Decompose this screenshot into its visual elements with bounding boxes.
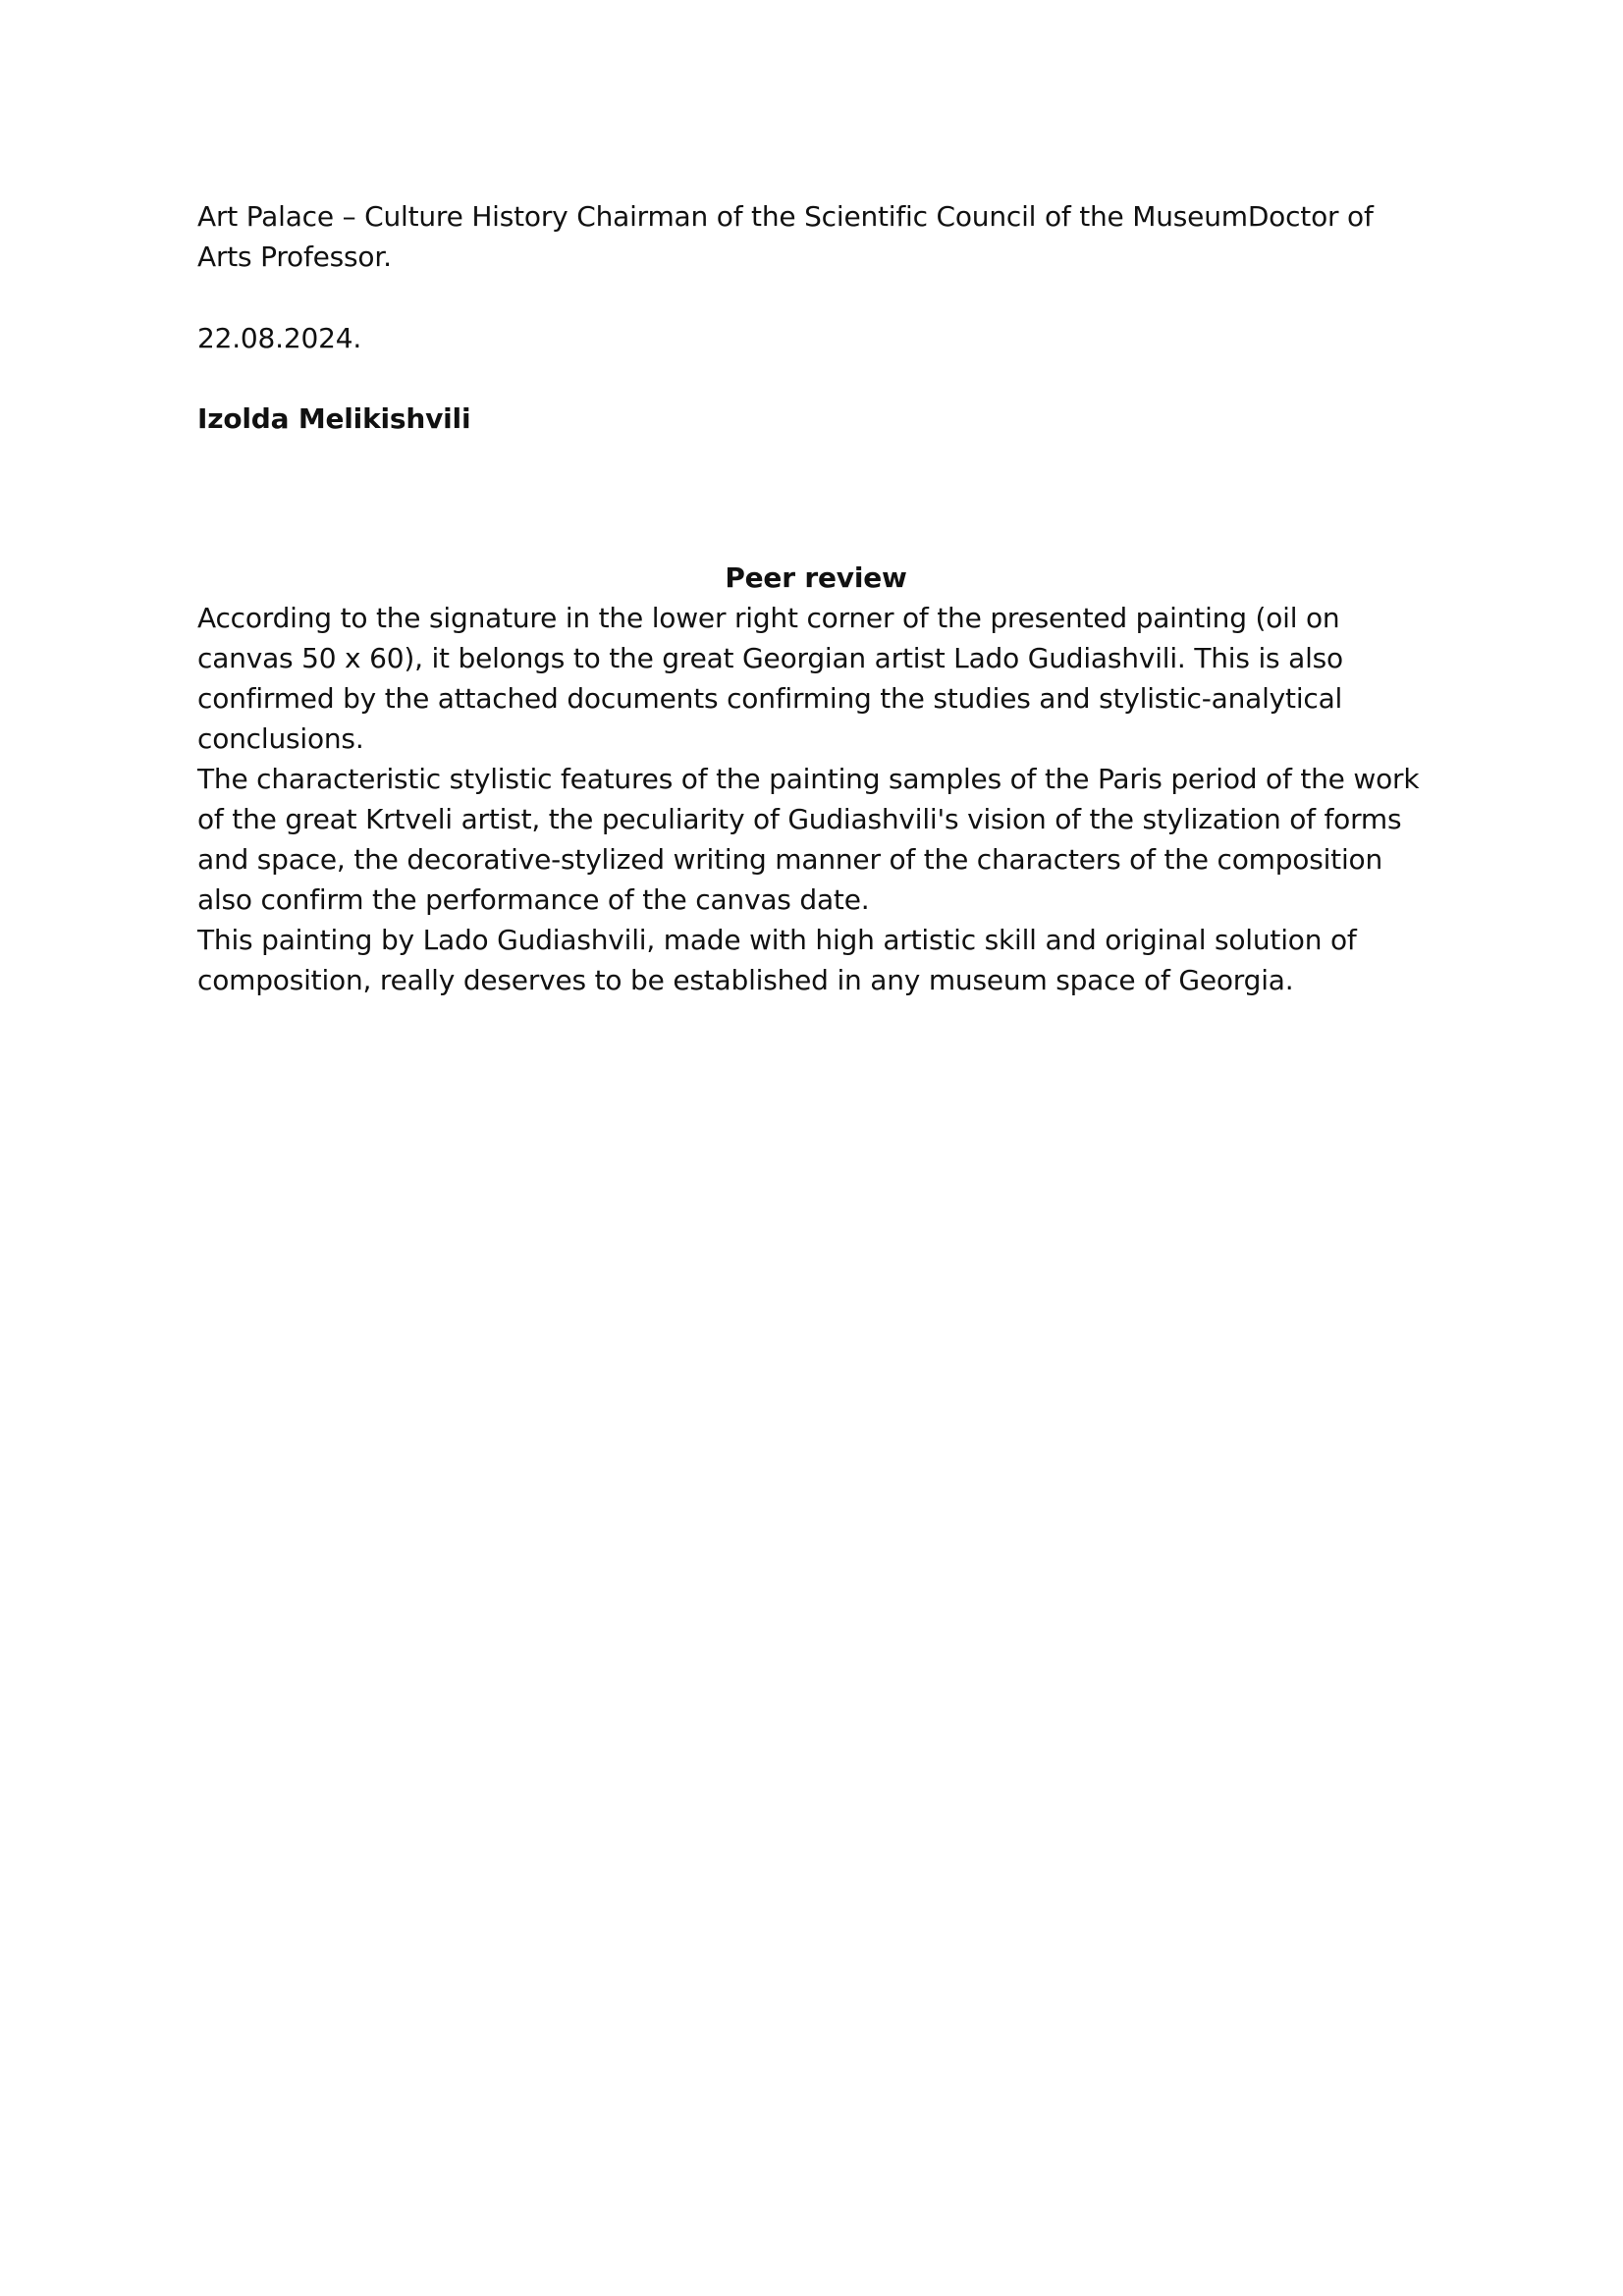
review-paragraph-3: This painting by Lado Gudiashvili, made with high artistic skill and original solution of composition, really deserves to be established in any museum space of Georgia. bbox=[197, 924, 1357, 996]
author-affiliation: Art Palace – Culture History Chairman of the Scientific Council of the MuseumDoctor of Arts Professor. bbox=[197, 200, 1374, 273]
peer-review-title: Peer review bbox=[725, 561, 907, 594]
review-paragraph-1: According to the signature in the lower right corner of the presented painting (oil on canvas 50 x 60), it belongs to the great Georgian artist Lado Gudiashvili. This is also confirmed by the attached documents confirming the studies and stylistic-analytical conclusions. bbox=[197, 602, 1343, 755]
document-date: 22.08.2024. bbox=[197, 322, 362, 354]
peer-review-section bbox=[197, 558, 1434, 1000]
review-paragraph-2: The characteristic stylistic features of the painting samples of the Paris period of the work of the great Krtveli artist, the peculiarity of Gudiashvili's vision of the stylization of forms and space, the decorative-stylized writing manner of the characters of the composition also confirm the performance of the canvas date. bbox=[197, 763, 1420, 916]
author-name: Izolda Melikishvili bbox=[197, 402, 471, 435]
